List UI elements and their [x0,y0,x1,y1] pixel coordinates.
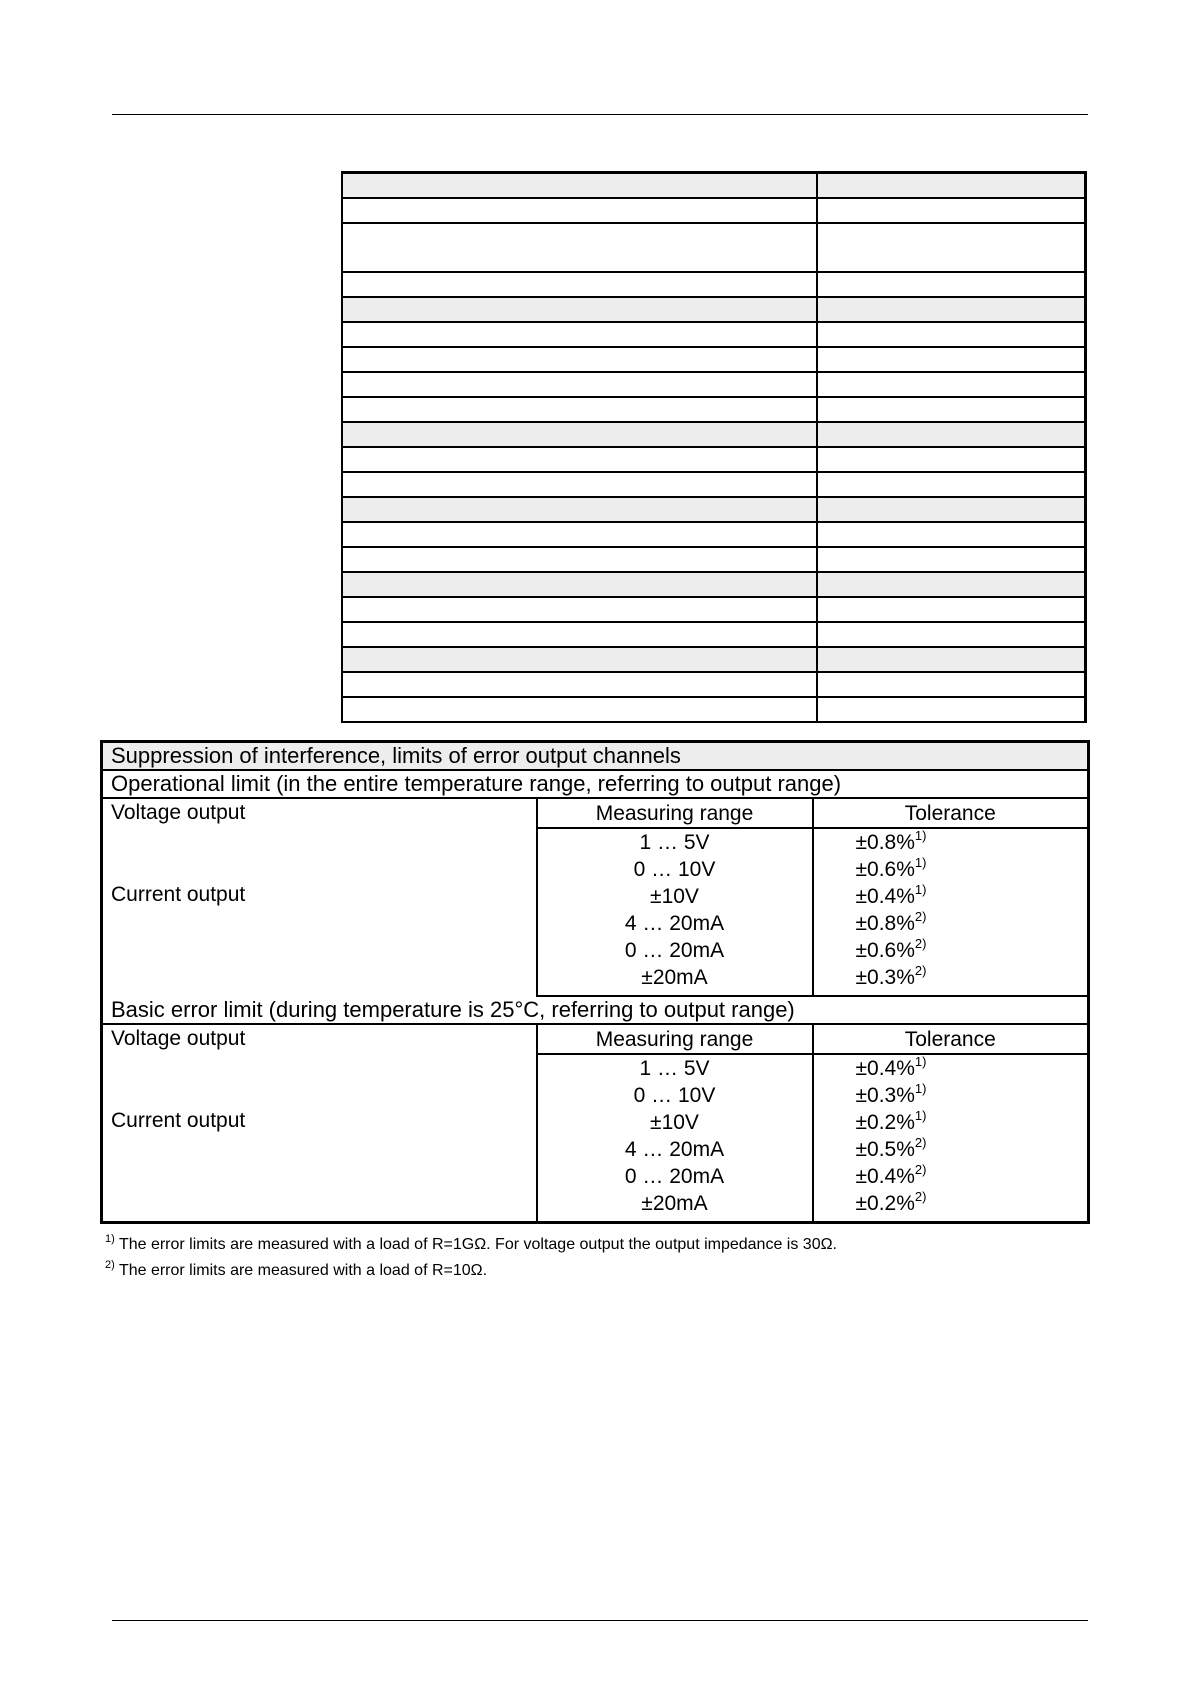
footnote-ref: 1) [914,1108,927,1123]
grid-cell [342,272,817,297]
grid-cell [342,347,817,372]
grid-row [342,372,1086,397]
tolerance-value: ±0.8%$^{2)}$ [855,909,927,935]
grid-cell [342,472,817,497]
footnote-ref: 1) [914,855,927,870]
footnote-ref: 1) [914,1054,927,1069]
footer-rule [112,1620,1088,1621]
grid-row [342,497,1086,522]
voltage-output-label: Voltage output [111,801,246,824]
grid-cell [817,372,1086,397]
grid-row [342,447,1086,472]
tolerance-value: ±0.5%$^{2)}$ [855,1135,927,1161]
grid-row [342,272,1086,297]
grid-row [342,672,1086,697]
tolerance-header: Tolerance [813,1024,1089,1054]
footnote-ref: 1) [914,1081,927,1096]
tolerance-value: ±0.4%$^{2)}$ [855,1162,927,1188]
footnote-ref: 2) [914,1135,927,1150]
grid-cell [817,697,1086,722]
current-output-label: Current output [111,883,246,906]
grid-cell [817,572,1086,597]
grid-cell [817,422,1086,447]
grid-cell [342,547,817,572]
header-rule [112,114,1088,115]
grid-cell [817,223,1086,272]
range-value: 4 … 20mA [624,1138,725,1161]
tolerance-value: ±0.2%$^{1)}$ [855,1108,927,1134]
tolerance-column [813,828,1089,996]
grid-row [342,522,1086,547]
footnote-ref: 2) [914,909,927,924]
range-value: 0 … 20mA [624,939,725,962]
range-value: 0 … 10V [633,858,716,881]
grid-cell [817,447,1086,472]
grid-cell [817,597,1086,622]
grid-cell [342,322,817,347]
table-title: Suppression of interference, limits of error output channels [102,742,1089,771]
grid-cell [817,472,1086,497]
footnote-ref: 2) [914,1189,927,1204]
range-value: 4 … 20mA [624,912,725,935]
grid-cell [342,597,817,622]
grid-row [342,173,1086,199]
tolerance-value: ±0.8%$^{1)}$ [855,828,927,854]
grid-cell [342,497,817,522]
grid-row [342,622,1086,647]
grid-cell [342,397,817,422]
tolerance-value: ±0.3%$^{2)}$ [855,963,927,989]
grid-cell [342,572,817,597]
range-value: 0 … 10V [633,1084,716,1107]
footnote-ref: 2) [914,963,927,978]
tolerance-value: ±0.2%$^{2)}$ [855,1189,927,1215]
grid-cell [817,198,1086,223]
section-heading: Operational limit (in the entire temperature range, referring to output range) [102,770,1089,798]
footnote-2: $^{2)}$ The error limits are measured with a load of R=10Ω. [105,1259,488,1279]
grid-row [342,547,1086,572]
grid-cell [342,672,817,697]
grid-cell [817,672,1086,697]
tolerance-value: ±0.4%$^{1)}$ [855,1054,927,1080]
grid-cell [342,522,817,547]
grid-cell [342,697,817,722]
grid-cell [817,347,1086,372]
grid-cell [817,322,1086,347]
measuring-range-header: Measuring range [537,798,813,828]
range-value: ±20mA [641,966,708,989]
grid-cell [817,297,1086,322]
grid-cell [342,198,817,223]
range-value: ±10V [650,885,699,908]
blank-spec-table [341,171,1087,723]
grid-cell [342,647,817,672]
grid-row [342,697,1086,722]
grid-cell [342,622,817,647]
grid-row [342,647,1086,672]
footnote-ref: 1) [914,882,927,897]
grid-cell [817,173,1086,199]
grid-cell [817,547,1086,572]
current-output-label: Current output [111,1109,246,1132]
grid-cell [817,497,1086,522]
grid-row [342,397,1086,422]
range-value: 0 … 20mA [624,1165,725,1188]
footnote-ref: 2) [914,936,927,951]
tolerance-column [813,1054,1089,1223]
grid-cell [817,272,1086,297]
range-value: 1 … 5V [639,831,710,854]
section-heading: Basic error limit (during temperature is 25°C, referring to output range) [102,996,1089,1024]
output-type-labels [102,1024,537,1223]
grid-cell [817,522,1086,547]
grid-cell [817,647,1086,672]
grid-cell [342,223,817,272]
tolerance-header: Tolerance [813,798,1089,828]
grid-row [342,198,1086,223]
grid-cell [342,372,817,397]
grid-row [342,347,1086,372]
range-value: 1 … 5V [639,1057,710,1080]
grid-row [342,572,1086,597]
tolerance-value: ±0.4%$^{1)}$ [855,882,927,908]
footnote-ref: 2) [914,1162,927,1177]
grid-cell [342,422,817,447]
grid-row [342,297,1086,322]
tolerance-value: ±0.3%$^{1)}$ [855,1081,927,1107]
output-type-labels [102,798,537,996]
tolerance-value: ±0.6%$^{2)}$ [855,936,927,962]
grid-cell [817,622,1086,647]
grid-row [342,322,1086,347]
grid-row [342,597,1086,622]
footnote-1: $^{1)}$ The error limits are measured with a load of R=1GΩ. For voltage output the output impedance is 30Ω. [105,1233,837,1253]
grid-cell [817,397,1086,422]
grid-cell [342,297,817,322]
range-column [537,1054,813,1223]
grid-cell [342,173,817,199]
grid-row [342,472,1086,497]
grid-row [342,223,1086,272]
range-value: ±20mA [641,1192,708,1215]
range-column [537,828,813,996]
grid-cell [342,447,817,472]
tolerance-value: ±0.6%$^{1)}$ [855,855,927,881]
footnote-ref: 1) [914,828,927,843]
range-value: ±10V [650,1111,699,1134]
grid-row [342,422,1086,447]
measuring-range-header: Measuring range [537,1024,813,1054]
error-limits-table [100,740,1090,1224]
voltage-output-label: Voltage output [111,1027,246,1050]
